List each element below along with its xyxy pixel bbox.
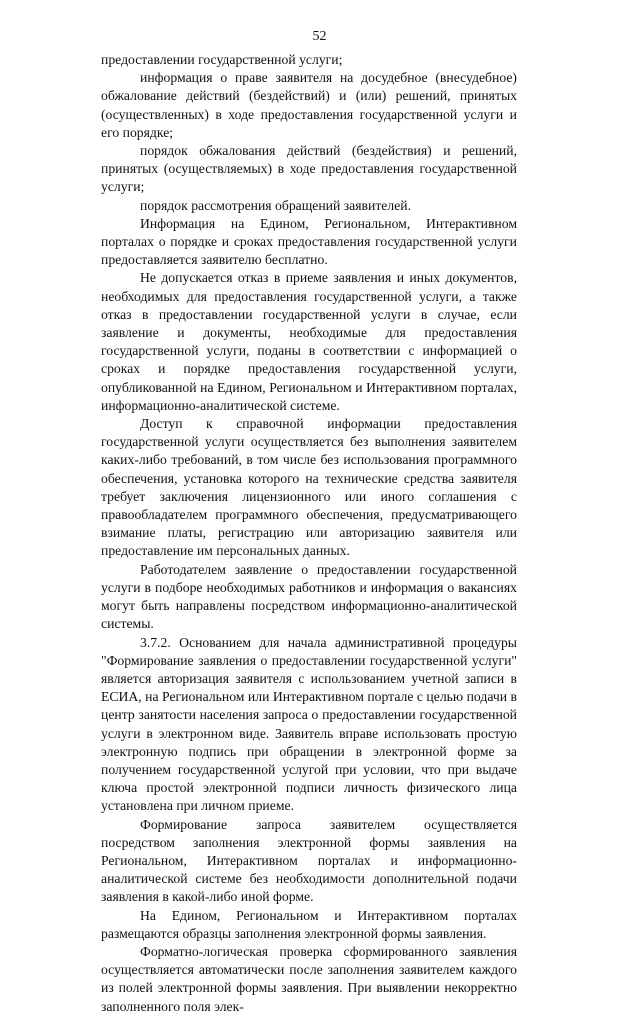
paragraph: Информация на Едином, Региональном, Интерактивном порталах о порядке и сроках предоставления государственной услуги предоставляется заявителю бесплатно. — [101, 215, 517, 268]
paragraph: 3.7.2. Основанием для начала административной процедуры "Формирование заявления о предоставлении государственной услуги" является авторизация заявителя с использованием учетной записи в ЕСИА, на Региональном или Интерактивном портале с целью подачи в центр занятости населения запроса о предоставлении государственной услуги в электронном виде. Заявитель вправе использовать простую электронную подпись при обращении в электронной форме за получением государственной услугой при условии, что при выдаче ключа простой электронной подписи личность физического лица установлена при личном приеме. — [101, 634, 517, 814]
paragraph: предоставлении государственной услуги; — [101, 52, 343, 67]
paragraph: порядок рассмотрения обращений заявителей. — [140, 197, 412, 213]
paragraph: информация о праве заявителя на досудебное (внесудебное) обжалование действий (бездействий) и (или) решений, принятых (осуществленных) в ходе предоставления государственной услуги и его порядке; — [101, 70, 517, 140]
paragraph: Не допускается отказ в приеме заявления и иных документов, необходимых для предоставления государственной услуги, а также отказ в предоставлении государственной услуги в случае, если заявление и документы, необходимые для предоставления государственной услуги, поданы в соответствии с информацией о сроках и порядке предоставления государственной услуги, опубликованной на Едином, Региональном и Интерактивном порталах, информационно-аналитической системе. — [101, 270, 517, 413]
paragraph: Форматно-логическая проверка сформированного заявления осуществляется автоматически после заполнения заявителем каждого из полей электронной формы заявления. При выявлении некорректно заполненного поля элек- — [101, 943, 517, 1014]
paragraph: Доступ к справочной информации предоставления государственной услуги осуществляется без выполнения заявителем каких-либо требований, в том числе без использования программного обеспечения, установка которого на технические средства заявителя требует заключения лицензионного или иного соглашения с правообладателем программного обеспечения, предусматривающего взимание платы, регистрацию или авторизацию заявителя или предоставление им персональных данных. — [101, 416, 517, 559]
paragraph: На Едином, Региональном и Интерактивном порталах размещаются образцы заполнения электронной формы заявления. — [101, 907, 517, 941]
paragraph: порядок обжалования действий (бездействия) и решений, принятых (осуществляемых) в ходе предоставления государственной услуги; — [101, 143, 517, 195]
body-text — [101, 51, 517, 1016]
paragraph: Формирование запроса заявителем осуществляется посредством заполнения электронной формы заявления на Региональном, Интерактивном порталах и информационно-аналитической системе без необходимости дополнительной подачи заявления в какой-либо иной форме. — [101, 816, 517, 905]
page-number: 52 — [312, 29, 327, 44]
paragraph: Работодателем заявление о предоставлении государственной услуги в подборе необходимых работников и информация о вакансиях могут быть направлены посредством информационно-аналитической системы. — [101, 561, 517, 632]
